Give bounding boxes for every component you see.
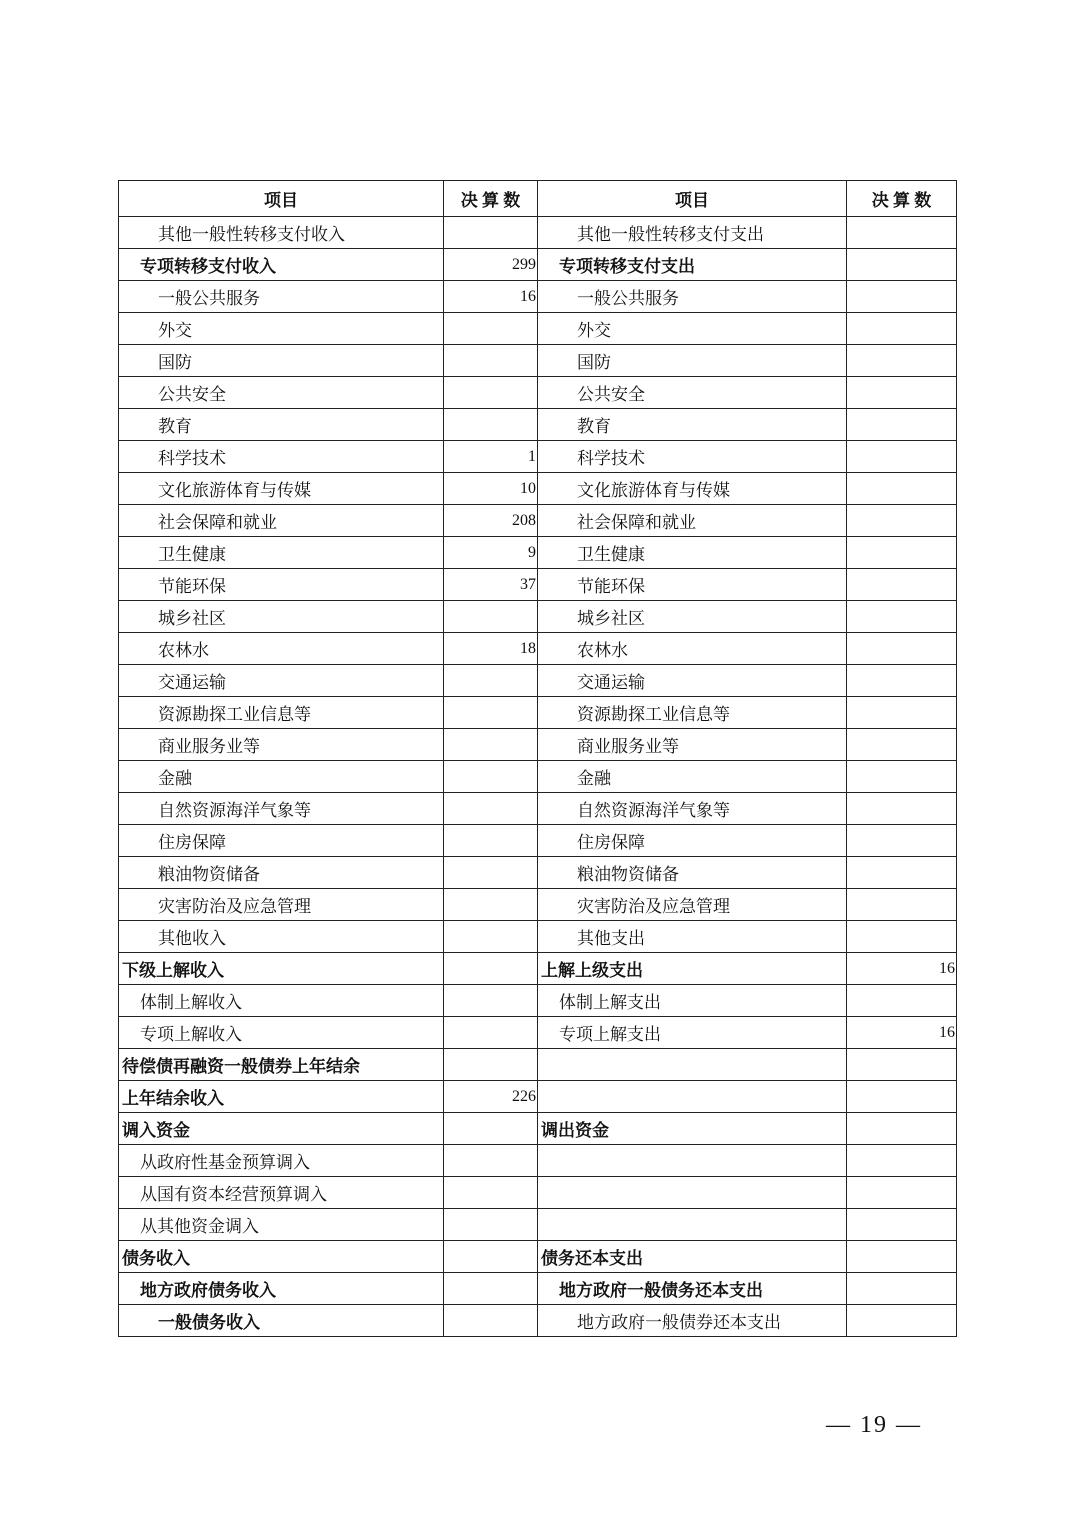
expense-amount-cell: [847, 377, 957, 409]
expense-amount-cell: [847, 537, 957, 569]
expense-amount-cell: [847, 1145, 957, 1177]
income-item-cell: 金融: [119, 761, 444, 793]
table-row: [119, 953, 957, 985]
income-item-cell: 一般债务收入: [119, 1305, 444, 1337]
income-item-cell: 农林水: [119, 633, 444, 665]
table-row: [119, 1241, 957, 1273]
income-amount-cell: [444, 697, 538, 729]
income-item-cell: 商业服务业等: [119, 729, 444, 761]
table-row: [119, 409, 957, 441]
expense-item-cell: 其他一般性转移支付支出: [538, 217, 847, 249]
table-row: [119, 1273, 957, 1305]
table-row: [119, 1145, 957, 1177]
expense-amount-cell: [847, 1241, 957, 1273]
table-body: [119, 217, 957, 1337]
income-amount-cell: [444, 857, 538, 889]
income-item-cell: 粮油物资储备: [119, 857, 444, 889]
income-amount-cell: 299: [444, 249, 538, 281]
expense-item-cell: 金融: [538, 761, 847, 793]
income-amount-cell: [444, 1177, 538, 1209]
income-amount-cell: [444, 1017, 538, 1049]
income-item-cell: 专项上解收入: [119, 1017, 444, 1049]
income-item-cell: 教育: [119, 409, 444, 441]
expense-item-cell: 交通运输: [538, 665, 847, 697]
expense-item-cell: [538, 1081, 847, 1113]
expense-amount-cell: [847, 1305, 957, 1337]
expense-item-cell: 其他支出: [538, 921, 847, 953]
income-amount-cell: 226: [444, 1081, 538, 1113]
table-row: [119, 345, 957, 377]
table-header-row: [119, 181, 957, 217]
expense-amount-cell: [847, 985, 957, 1017]
income-amount-cell: [444, 985, 538, 1017]
expense-item-cell: 社会保障和就业: [538, 505, 847, 537]
expense-amount-cell: [847, 1049, 957, 1081]
income-amount-cell: 18: [444, 633, 538, 665]
income-amount-cell: [444, 217, 538, 249]
expense-item-cell: 住房保障: [538, 825, 847, 857]
table-row: [119, 281, 957, 313]
expense-item-cell: 资源勘探工业信息等: [538, 697, 847, 729]
expense-amount-cell: [847, 921, 957, 953]
table-row: [119, 1017, 957, 1049]
expense-amount-cell: [847, 409, 957, 441]
expense-amount-cell: [847, 249, 957, 281]
expense-item-cell: 国防: [538, 345, 847, 377]
expense-amount-cell: 16: [847, 953, 957, 985]
expense-item-cell: [538, 1049, 847, 1081]
income-item-cell: 从政府性基金预算调入: [119, 1145, 444, 1177]
income-amount-cell: [444, 921, 538, 953]
expense-item-cell: 债务还本支出: [538, 1241, 847, 1273]
table-row: [119, 1209, 957, 1241]
income-amount-cell: [444, 1113, 538, 1145]
header-item-income: 项目: [119, 181, 444, 217]
table-row: [119, 793, 957, 825]
income-item-cell: 其他一般性转移支付收入: [119, 217, 444, 249]
header-amount-expense: 决 算 数: [847, 181, 957, 217]
table-row: [119, 441, 957, 473]
income-item-cell: 卫生健康: [119, 537, 444, 569]
expense-amount-cell: [847, 1081, 957, 1113]
table-row: [119, 633, 957, 665]
expense-amount-cell: [847, 1273, 957, 1305]
income-amount-cell: [444, 377, 538, 409]
expense-item-cell: [538, 1209, 847, 1241]
expense-item-cell: 地方政府一般债券还本支出: [538, 1305, 847, 1337]
expense-amount-cell: 16: [847, 1017, 957, 1049]
table-row: [119, 601, 957, 633]
income-amount-cell: [444, 313, 538, 345]
table-row: [119, 889, 957, 921]
income-amount-cell: [444, 1145, 538, 1177]
page-number: — 19 —: [826, 1412, 922, 1438]
income-amount-cell: [444, 889, 538, 921]
expense-item-cell: 商业服务业等: [538, 729, 847, 761]
expense-item-cell: 一般公共服务: [538, 281, 847, 313]
expense-amount-cell: [847, 697, 957, 729]
table-row: [119, 1177, 957, 1209]
expense-amount-cell: [847, 505, 957, 537]
expense-item-cell: 上解上级支出: [538, 953, 847, 985]
table-row: [119, 761, 957, 793]
expense-item-cell: 体制上解支出: [538, 985, 847, 1017]
table-row: [119, 729, 957, 761]
income-item-cell: 下级上解收入: [119, 953, 444, 985]
table-row: [119, 985, 957, 1017]
income-amount-cell: [444, 793, 538, 825]
income-item-cell: 自然资源海洋气象等: [119, 793, 444, 825]
table-row: [119, 249, 957, 281]
expense-item-cell: 专项上解支出: [538, 1017, 847, 1049]
income-item-cell: 科学技术: [119, 441, 444, 473]
expense-item-cell: 教育: [538, 409, 847, 441]
income-amount-cell: 9: [444, 537, 538, 569]
income-item-cell: 交通运输: [119, 665, 444, 697]
expense-amount-cell: [847, 857, 957, 889]
income-item-cell: 从国有资本经营预算调入: [119, 1177, 444, 1209]
income-amount-cell: [444, 1241, 538, 1273]
expense-amount-cell: [847, 761, 957, 793]
expense-amount-cell: [847, 633, 957, 665]
income-item-cell: 资源勘探工业信息等: [119, 697, 444, 729]
expense-item-cell: 卫生健康: [538, 537, 847, 569]
income-amount-cell: [444, 1305, 538, 1337]
expense-item-cell: 外交: [538, 313, 847, 345]
income-item-cell: 待偿债再融资一般债券上年结余: [119, 1049, 444, 1081]
table-row: [119, 697, 957, 729]
table-row: [119, 313, 957, 345]
table-row: [119, 1113, 957, 1145]
income-amount-cell: 37: [444, 569, 538, 601]
expense-amount-cell: [847, 473, 957, 505]
expense-amount-cell: [847, 313, 957, 345]
expense-item-cell: 调出资金: [538, 1113, 847, 1145]
expense-amount-cell: [847, 665, 957, 697]
income-amount-cell: 208: [444, 505, 538, 537]
income-item-cell: 从其他资金调入: [119, 1209, 444, 1241]
table-row: [119, 377, 957, 409]
expense-amount-cell: [847, 1113, 957, 1145]
expense-amount-cell: [847, 345, 957, 377]
income-amount-cell: [444, 953, 538, 985]
income-item-cell: 一般公共服务: [119, 281, 444, 313]
table-row: [119, 1081, 957, 1113]
expense-item-cell: 科学技术: [538, 441, 847, 473]
expense-item-cell: 粮油物资储备: [538, 857, 847, 889]
expense-amount-cell: [847, 441, 957, 473]
expense-item-cell: 文化旅游体育与传媒: [538, 473, 847, 505]
table-row: [119, 1049, 957, 1081]
income-amount-cell: [444, 1273, 538, 1305]
budget-table: [118, 180, 957, 1337]
expense-amount-cell: [847, 217, 957, 249]
expense-item-cell: 农林水: [538, 633, 847, 665]
expense-amount-cell: [847, 281, 957, 313]
expense-item-cell: 节能环保: [538, 569, 847, 601]
income-item-cell: 文化旅游体育与传媒: [119, 473, 444, 505]
table-row: [119, 825, 957, 857]
expense-item-cell: 专项转移支付支出: [538, 249, 847, 281]
income-amount-cell: [444, 1209, 538, 1241]
income-amount-cell: [444, 409, 538, 441]
table-row: [119, 1305, 957, 1337]
income-item-cell: 上年结余收入: [119, 1081, 444, 1113]
income-item-cell: 城乡社区: [119, 601, 444, 633]
income-item-cell: 调入资金: [119, 1113, 444, 1145]
income-item-cell: 其他收入: [119, 921, 444, 953]
table-row: [119, 665, 957, 697]
income-item-cell: 外交: [119, 313, 444, 345]
income-item-cell: 公共安全: [119, 377, 444, 409]
expense-item-cell: [538, 1145, 847, 1177]
expense-amount-cell: [847, 569, 957, 601]
income-amount-cell: [444, 729, 538, 761]
expense-item-cell: 城乡社区: [538, 601, 847, 633]
table-row: [119, 537, 957, 569]
income-item-cell: 社会保障和就业: [119, 505, 444, 537]
expense-item-cell: 公共安全: [538, 377, 847, 409]
income-amount-cell: 16: [444, 281, 538, 313]
income-item-cell: 住房保障: [119, 825, 444, 857]
header-item-expense: 项目: [538, 181, 847, 217]
expense-amount-cell: [847, 889, 957, 921]
income-amount-cell: [444, 825, 538, 857]
expense-item-cell: 地方政府一般债务还本支出: [538, 1273, 847, 1305]
income-item-cell: 债务收入: [119, 1241, 444, 1273]
income-amount-cell: 1: [444, 441, 538, 473]
income-item-cell: 节能环保: [119, 569, 444, 601]
expense-amount-cell: [847, 825, 957, 857]
income-amount-cell: 10: [444, 473, 538, 505]
expense-item-cell: [538, 1177, 847, 1209]
expense-amount-cell: [847, 601, 957, 633]
header-amount-income: 决 算 数: [444, 181, 538, 217]
income-item-cell: 体制上解收入: [119, 985, 444, 1017]
expense-amount-cell: [847, 793, 957, 825]
table-row: [119, 217, 957, 249]
income-amount-cell: [444, 345, 538, 377]
expense-amount-cell: [847, 729, 957, 761]
income-item-cell: 专项转移支付收入: [119, 249, 444, 281]
income-item-cell: 国防: [119, 345, 444, 377]
income-amount-cell: [444, 761, 538, 793]
expense-amount-cell: [847, 1177, 957, 1209]
table-row: [119, 473, 957, 505]
income-amount-cell: [444, 665, 538, 697]
income-amount-cell: [444, 1049, 538, 1081]
table-row: [119, 569, 957, 601]
expense-item-cell: 自然资源海洋气象等: [538, 793, 847, 825]
expense-amount-cell: [847, 1209, 957, 1241]
income-item-cell: 灾害防治及应急管理: [119, 889, 444, 921]
expense-item-cell: 灾害防治及应急管理: [538, 889, 847, 921]
table-row: [119, 505, 957, 537]
income-amount-cell: [444, 601, 538, 633]
table-row: [119, 921, 957, 953]
income-item-cell: 地方政府债务收入: [119, 1273, 444, 1305]
table-row: [119, 857, 957, 889]
